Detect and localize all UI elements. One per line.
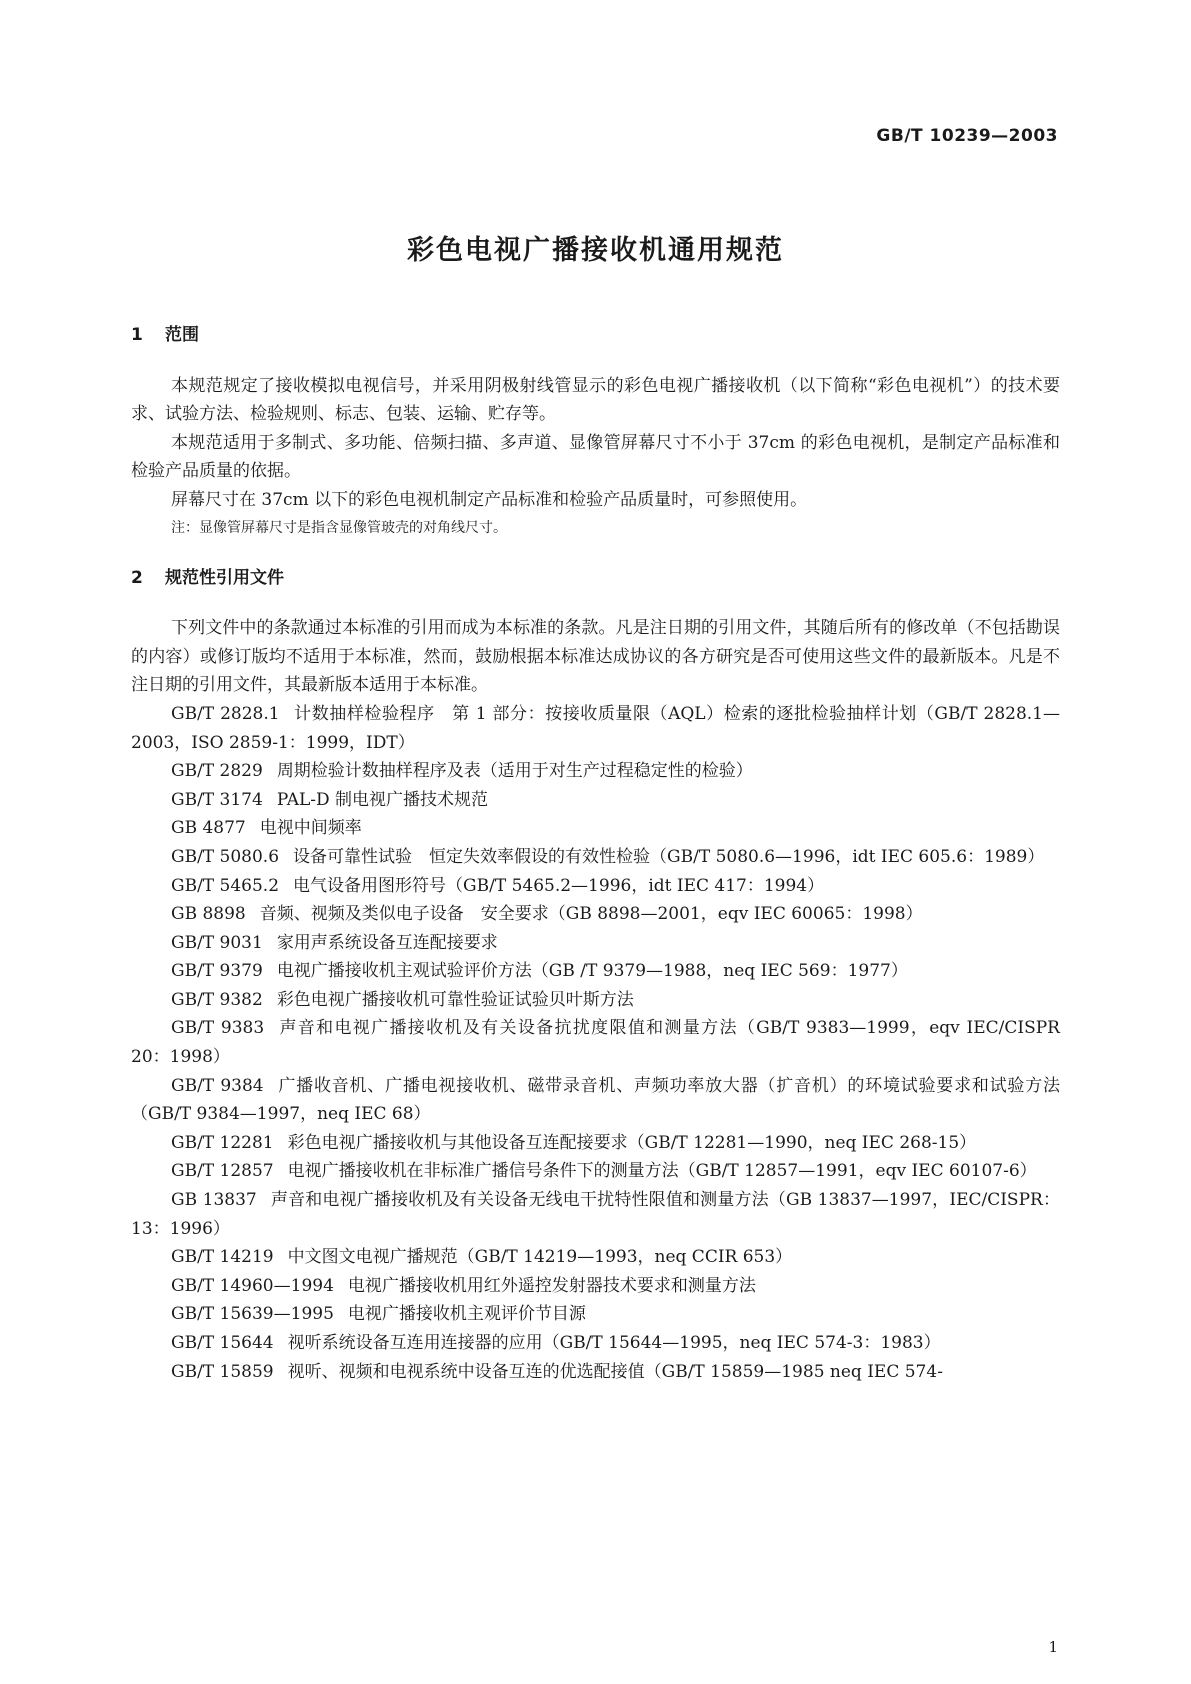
standard-code: GB/T 10239—2003 xyxy=(876,126,1058,146)
section-number: 1 xyxy=(131,325,143,345)
reference-item xyxy=(131,843,1060,872)
note: 注：显像管屏幕尺寸是指含显像管玻壳的对角线尺寸。 xyxy=(171,519,507,536)
reference-code: GB 4877 xyxy=(171,818,246,839)
reference-code: GB/T 2828.1 xyxy=(171,703,280,724)
document-body xyxy=(131,321,1060,1386)
reference-code: GB/T 14219 xyxy=(171,1247,274,1268)
reference-code: GB/T 9382 xyxy=(171,989,263,1010)
reference-code: GB/T 3174 xyxy=(171,789,263,810)
reference-text: 电视广播接收机主观试验评价方法（GB /T 9379—1988，neq IEC 569：1977） xyxy=(276,961,908,982)
paragraph: 下列文件中的条款通过本标准的引用而成为本标准的条款。凡是注日期的引用文件，其随后所有的修改单（不包括勘误的内容）或修订版均不适用于本标准，然而，鼓励根据本标准达成协议的各方研究是否可使用这些文件的最新版本。凡是不注日期的引用文件，其最新版本适用于本标准。 xyxy=(131,618,1060,696)
reference-item xyxy=(131,1072,1060,1129)
reference-item xyxy=(131,814,1060,843)
reference-item xyxy=(131,1272,1060,1301)
reference-code: GB/T 2829 xyxy=(171,761,263,782)
paragraph: 屏幕尺寸在 37cm 以下的彩色电视机制定产品标准和检验产品质量时，可参照使用。 xyxy=(171,489,808,510)
reference-item xyxy=(131,1300,1060,1329)
reference-text: 电视广播接收机在非标准广播信号条件下的测量方法（GB/T 12857—1991，eqv IEC 60107-6） xyxy=(287,1161,1037,1182)
reference-text: 计数抽样检验程序 第 1 部分：按接收质量限（AQL）检索的逐批检验抽样计划（GB/T 2828.1—2003，ISO 2859-1：1999，IDT） xyxy=(131,703,1060,753)
reference-text: 彩色电视广播接收机与其他设备互连配接要求（GB/T 12281—1990，neq IEC 268-15） xyxy=(287,1132,977,1153)
page-number: 1 xyxy=(1048,1638,1058,1656)
reference-item xyxy=(131,1186,1060,1243)
reference-code: GB/T 15639—1995 xyxy=(171,1304,334,1325)
section-title: 规范性引用文件 xyxy=(165,567,284,588)
paragraph: 本规范规定了接收模拟电视信号，并采用阴极射线管显示的彩色电视广播接收机（以下简称“彩色电视机”）的技术要求、试验方法、检验规则、标志、包装、运输、贮存等。 xyxy=(131,375,1060,425)
reference-text: 设备可靠性试验 恒定失效率假设的有效性检验（GB/T 5080.6—1996，idt IEC 605.6：1989） xyxy=(293,846,1045,867)
reference-item xyxy=(131,700,1060,757)
document-title: 彩色电视广播接收机通用规范 xyxy=(407,235,784,266)
reference-text: 音频、视频及类似电子设备 安全要求（GB 8898—2001，eqv IEC 60065：1998） xyxy=(259,904,923,925)
reference-item xyxy=(131,1358,1060,1387)
reference-text: 视听系统设备互连用连接器的应用（GB/T 15644—1995，neq IEC 574-3：1983） xyxy=(287,1333,941,1353)
reference-text: 彩色电视广播接收机可靠性验证试验贝叶斯方法 xyxy=(276,989,634,1010)
reference-text: 家用声系统设备互连配接要求 xyxy=(276,932,498,953)
reference-code: GB/T 15644 xyxy=(171,1333,274,1353)
reference-text: 电视广播接收机主观评价节目源 xyxy=(347,1304,586,1325)
reference-text: 声音和电视广播接收机及有关设备抗扰度限值和测量方法（GB/T 9383—1999，eqv IEC/CISPR 20：1998） xyxy=(131,1018,1060,1068)
reference-text: 广播收音机、广播电视接收机、磁带录音机、声频功率放大器（扩音机）的环境试验要求和试验方法（GB/T 9384—1997，neq IEC 68） xyxy=(131,1075,1060,1125)
reference-text: 电气设备用图形符号（GB/T 5465.2—1996，idt IEC 417：1994） xyxy=(293,875,825,896)
paragraph: 本规范适用于多制式、多功能、倍频扫描、多声道、显像管屏幕尺寸不小于 37cm 的彩色电视机，是制定产品标准和检验产品质量的依据。 xyxy=(131,432,1060,482)
reference-code: GB/T 14960—1994 xyxy=(171,1275,334,1296)
section-number: 2 xyxy=(131,567,143,588)
reference-text: 声音和电视广播接收机及有关设备无线电干扰特性限值和测量方法（GB 13837—1997，IEC/CISPR：13：1996） xyxy=(131,1190,1060,1239)
reference-text: 周期检验计数抽样程序及表（适用于对生产过程稳定性的检验） xyxy=(276,761,753,782)
reference-item xyxy=(131,986,1060,1015)
reference-code: GB/T 9031 xyxy=(171,932,263,953)
reference-item xyxy=(131,786,1060,815)
section-2-heading xyxy=(131,564,1060,593)
section-title: 范围 xyxy=(165,325,199,345)
reference-text: PAL-D 制电视广播技术规范 xyxy=(276,789,489,810)
reference-item xyxy=(131,900,1060,929)
reference-item xyxy=(131,872,1060,901)
reference-text: 视听、视频和电视系统中设备互连的优选配接值（GB/T 15859—1985 neq IEC 574- xyxy=(287,1361,943,1382)
reference-code: GB/T 5465.2 xyxy=(171,875,280,896)
reference-item xyxy=(131,957,1060,986)
reference-item xyxy=(131,929,1060,958)
reference-item xyxy=(131,1157,1060,1186)
reference-item xyxy=(131,1014,1060,1071)
reference-text: 电视中间频率 xyxy=(259,818,362,839)
reference-code: GB/T 9384 xyxy=(171,1075,264,1096)
reference-item xyxy=(131,757,1060,786)
reference-item xyxy=(131,1329,1060,1358)
reference-text: 中文图文电视广播规范（GB/T 14219—1993，neq CCIR 653） xyxy=(287,1247,793,1268)
reference-code: GB/T 15859 xyxy=(171,1361,274,1382)
reference-code: GB/T 5080.6 xyxy=(171,846,280,867)
reference-text: 电视广播接收机用红外遥控发射器技术要求和测量方法 xyxy=(347,1275,756,1296)
reference-item xyxy=(131,1129,1060,1158)
reference-code: GB/T 9383 xyxy=(171,1018,265,1039)
reference-code: GB/T 12281 xyxy=(171,1132,274,1153)
reference-code: GB 8898 xyxy=(171,904,246,925)
reference-code: GB/T 12857 xyxy=(171,1161,274,1182)
reference-item xyxy=(131,1243,1060,1272)
reference-code: GB/T 9379 xyxy=(171,961,263,982)
section-1-heading xyxy=(131,321,1060,350)
reference-code: GB 13837 xyxy=(171,1190,257,1211)
